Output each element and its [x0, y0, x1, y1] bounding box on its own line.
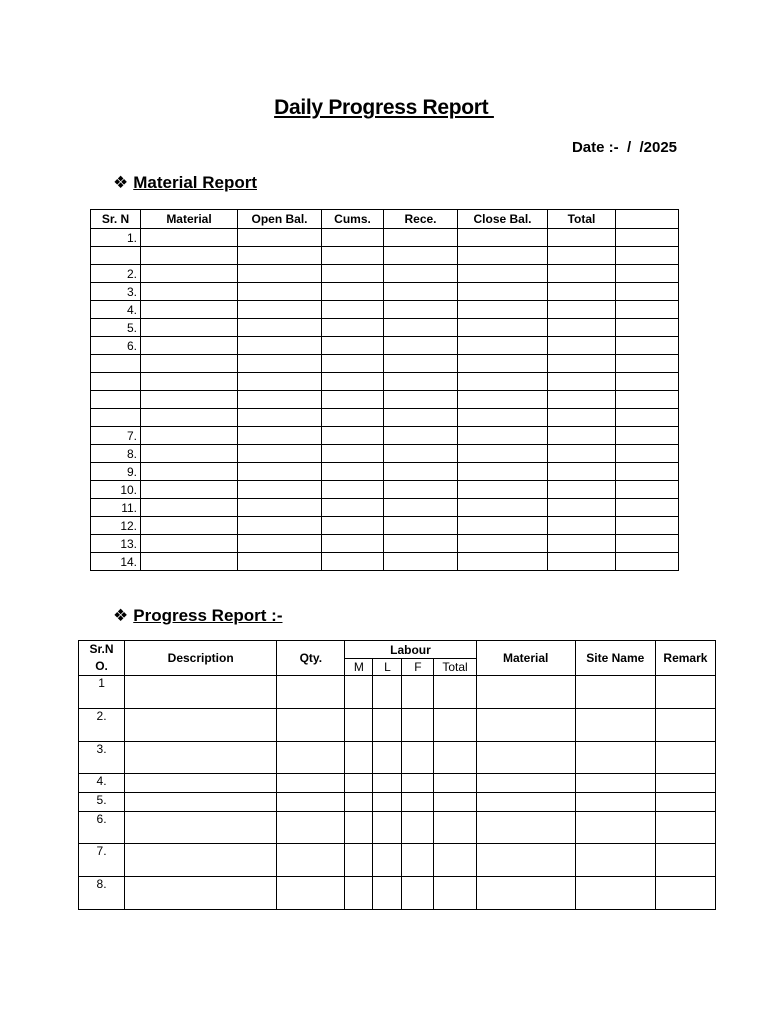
table-cell[interactable]: [141, 427, 238, 445]
table-cell[interactable]: [616, 409, 679, 427]
table-cell[interactable]: [384, 535, 458, 553]
table-cell[interactable]: [345, 676, 373, 709]
progress-report-table: [78, 640, 716, 910]
table-cell[interactable]: [277, 844, 345, 877]
table-cell[interactable]: [373, 774, 402, 793]
sr-no-cell: 6.: [91, 337, 141, 355]
table-cell[interactable]: [458, 373, 548, 391]
sr-no-cell: 2.: [91, 265, 141, 283]
table-cell[interactable]: [476, 742, 575, 774]
table-cell[interactable]: [238, 445, 322, 463]
sr-no-cell: [91, 409, 141, 427]
table-cell[interactable]: [322, 301, 384, 319]
table-cell[interactable]: [373, 676, 402, 709]
table-cell[interactable]: [384, 391, 458, 409]
table-cell[interactable]: [575, 877, 655, 910]
column-header-material: Material: [476, 641, 575, 676]
date-label: Date :- / /2025: [571, 139, 677, 156]
table-cell[interactable]: [238, 535, 322, 553]
table-row: [91, 409, 679, 427]
table-cell[interactable]: [458, 391, 548, 409]
table-cell[interactable]: [384, 445, 458, 463]
table-cell[interactable]: [458, 463, 548, 481]
table-cell[interactable]: [616, 517, 679, 535]
table-cell[interactable]: [616, 391, 679, 409]
table-cell[interactable]: [322, 247, 384, 265]
table-cell[interactable]: [345, 793, 373, 812]
sr-no-cell: 5.: [91, 319, 141, 337]
table-cell[interactable]: [384, 337, 458, 355]
table-cell[interactable]: [322, 427, 384, 445]
table-cell[interactable]: [277, 709, 345, 742]
table-cell[interactable]: [238, 409, 322, 427]
table-cell[interactable]: [345, 877, 373, 910]
table-cell[interactable]: [548, 481, 616, 499]
table-cell[interactable]: [238, 265, 322, 283]
table-row: [91, 535, 679, 553]
table-cell[interactable]: [655, 877, 715, 910]
progress-table-body: [79, 676, 716, 910]
table-cell[interactable]: [277, 742, 345, 774]
table-row: [79, 877, 716, 910]
table-cell[interactable]: [322, 337, 384, 355]
table-cell[interactable]: [141, 283, 238, 301]
table-cell[interactable]: [548, 463, 616, 481]
table-cell[interactable]: [548, 535, 616, 553]
column-header-cums: Cums.: [322, 210, 384, 229]
table-cell[interactable]: [575, 793, 655, 812]
table-row: [91, 517, 679, 535]
table-cell[interactable]: [548, 247, 616, 265]
table-cell[interactable]: [548, 391, 616, 409]
sr-no-cell: [91, 391, 141, 409]
table-cell[interactable]: [616, 445, 679, 463]
table-cell[interactable]: [238, 499, 322, 517]
table-cell[interactable]: [458, 481, 548, 499]
table-cell[interactable]: [373, 812, 402, 844]
column-header-labour-m: M: [345, 659, 373, 676]
table-cell[interactable]: [655, 709, 715, 742]
column-header-labour-total: Total: [434, 659, 476, 676]
table-cell[interactable]: [125, 676, 277, 709]
table-cell[interactable]: [458, 427, 548, 445]
table-cell[interactable]: [548, 229, 616, 247]
table-row: [79, 676, 716, 709]
table-cell[interactable]: [238, 229, 322, 247]
column-header-blank: [616, 210, 679, 229]
table-cell[interactable]: [402, 774, 434, 793]
table-cell[interactable]: [141, 463, 238, 481]
table-cell[interactable]: [322, 535, 384, 553]
table-cell[interactable]: [141, 319, 238, 337]
table-cell[interactable]: [616, 499, 679, 517]
table-cell[interactable]: [655, 676, 715, 709]
sr-no-cell: 8.: [79, 877, 125, 910]
table-cell[interactable]: [616, 301, 679, 319]
table-cell[interactable]: [402, 844, 434, 877]
column-header-open-bal: Open Bal.: [238, 210, 322, 229]
table-cell[interactable]: [384, 517, 458, 535]
table-cell[interactable]: [616, 355, 679, 373]
progress-report-title: Progress Report :-: [133, 606, 283, 625]
sr-no-cell: 1.: [91, 229, 141, 247]
page-title: Daily Progress Report: [274, 96, 494, 119]
table-cell[interactable]: [655, 844, 715, 877]
table-cell[interactable]: [141, 247, 238, 265]
table-row: [79, 812, 716, 844]
column-header-labour: Labour: [345, 641, 476, 659]
table-cell[interactable]: [458, 535, 548, 553]
table-cell[interactable]: [616, 373, 679, 391]
table-cell[interactable]: [125, 709, 277, 742]
table-cell[interactable]: [402, 793, 434, 812]
table-cell[interactable]: [384, 481, 458, 499]
table-cell[interactable]: [322, 553, 384, 571]
table-cell[interactable]: [548, 499, 616, 517]
table-cell[interactable]: [434, 793, 476, 812]
column-header-sr-no: Sr. N: [91, 210, 141, 229]
table-cell[interactable]: [384, 319, 458, 337]
table-cell[interactable]: [384, 427, 458, 445]
table-row: [91, 427, 679, 445]
table-cell[interactable]: [238, 391, 322, 409]
sr-no-cell: 12.: [91, 517, 141, 535]
table-cell[interactable]: [277, 812, 345, 844]
column-header-site-name: Site Name: [575, 641, 655, 676]
sr-no-cell: [91, 247, 141, 265]
table-row: [79, 793, 716, 812]
table-cell[interactable]: [384, 247, 458, 265]
table-cell[interactable]: [616, 463, 679, 481]
table-cell[interactable]: [322, 409, 384, 427]
table-cell[interactable]: [345, 844, 373, 877]
sr-no-cell: 8.: [91, 445, 141, 463]
table-cell[interactable]: [277, 793, 345, 812]
table-cell[interactable]: [125, 877, 277, 910]
table-cell[interactable]: [575, 844, 655, 877]
table-cell[interactable]: [125, 793, 277, 812]
table-cell[interactable]: [548, 427, 616, 445]
table-cell[interactable]: [125, 844, 277, 877]
table-cell[interactable]: [238, 319, 322, 337]
table-cell[interactable]: [458, 247, 548, 265]
table-cell[interactable]: [238, 355, 322, 373]
table-cell[interactable]: [141, 535, 238, 553]
table-cell[interactable]: [434, 812, 476, 844]
table-cell[interactable]: [548, 265, 616, 283]
table-cell[interactable]: [548, 355, 616, 373]
column-header-material: Material: [141, 210, 238, 229]
table-cell[interactable]: [616, 337, 679, 355]
table-cell[interactable]: [141, 391, 238, 409]
table-cell[interactable]: [345, 742, 373, 774]
table-cell[interactable]: [616, 229, 679, 247]
sr-no-cell: 3.: [79, 742, 125, 774]
table-row: [91, 499, 679, 517]
table-row: [91, 319, 679, 337]
table-cell[interactable]: [458, 445, 548, 463]
table-cell[interactable]: [141, 481, 238, 499]
table-cell[interactable]: [476, 709, 575, 742]
table-cell[interactable]: [434, 676, 476, 709]
table-cell[interactable]: [655, 812, 715, 844]
table-cell[interactable]: [322, 229, 384, 247]
table-cell[interactable]: [373, 742, 402, 774]
table-cell[interactable]: [458, 229, 548, 247]
table-cell[interactable]: [548, 373, 616, 391]
table-cell[interactable]: [655, 774, 715, 793]
table-cell[interactable]: [548, 517, 616, 535]
table-cell[interactable]: [434, 709, 476, 742]
table-cell[interactable]: [141, 517, 238, 535]
column-header-remark: Remark: [655, 641, 715, 676]
table-cell[interactable]: [277, 877, 345, 910]
table-cell[interactable]: [141, 373, 238, 391]
table-cell[interactable]: [458, 409, 548, 427]
sr-no-cell: [91, 355, 141, 373]
table-cell[interactable]: [238, 337, 322, 355]
diamond-bullet-icon: ❖: [113, 606, 129, 626]
table-row: [91, 265, 679, 283]
table-cell[interactable]: [458, 517, 548, 535]
sr-no-cell: 2.: [79, 709, 125, 742]
table-cell[interactable]: [402, 877, 434, 910]
column-header-close-bal: Close Bal.: [458, 210, 548, 229]
table-row: [91, 337, 679, 355]
table-cell[interactable]: [345, 812, 373, 844]
sr-no-cell: 4.: [91, 301, 141, 319]
table-cell[interactable]: [141, 445, 238, 463]
table-cell[interactable]: [402, 676, 434, 709]
table-cell[interactable]: [322, 391, 384, 409]
table-row: [91, 355, 679, 373]
table-cell[interactable]: [238, 553, 322, 571]
table-cell[interactable]: [575, 709, 655, 742]
table-row: [91, 301, 679, 319]
table-cell[interactable]: [238, 373, 322, 391]
table-cell[interactable]: [322, 499, 384, 517]
sr-no-cell: 13.: [91, 535, 141, 553]
table-cell[interactable]: [384, 229, 458, 247]
table-cell[interactable]: [402, 709, 434, 742]
column-header-description: Description: [125, 641, 277, 676]
table-row: [91, 481, 679, 499]
progress-table-header-row: [79, 641, 716, 659]
sr-no-cell: 1: [79, 676, 125, 709]
table-cell[interactable]: [373, 709, 402, 742]
table-cell[interactable]: [458, 283, 548, 301]
table-cell[interactable]: [141, 355, 238, 373]
table-cell[interactable]: [548, 283, 616, 301]
table-row: [91, 373, 679, 391]
table-cell[interactable]: [616, 247, 679, 265]
table-cell[interactable]: [141, 337, 238, 355]
table-cell[interactable]: [277, 774, 345, 793]
table-cell[interactable]: [476, 812, 575, 844]
table-cell[interactable]: [384, 463, 458, 481]
table-cell[interactable]: [458, 499, 548, 517]
table-row: [79, 742, 716, 774]
table-cell[interactable]: [476, 774, 575, 793]
table-cell[interactable]: [322, 463, 384, 481]
column-header-labour-l: L: [373, 659, 402, 676]
table-cell[interactable]: [575, 676, 655, 709]
table-cell[interactable]: [616, 283, 679, 301]
table-cell[interactable]: [125, 774, 277, 793]
table-cell[interactable]: [322, 319, 384, 337]
sr-no-cell: 7.: [79, 844, 125, 877]
table-cell[interactable]: [434, 877, 476, 910]
table-cell[interactable]: [384, 409, 458, 427]
table-cell[interactable]: [548, 445, 616, 463]
table-cell[interactable]: [384, 499, 458, 517]
table-cell[interactable]: [141, 301, 238, 319]
table-cell[interactable]: [476, 844, 575, 877]
diamond-bullet-icon: ❖: [113, 173, 129, 193]
table-cell[interactable]: [384, 265, 458, 283]
sr-no-cell: 10.: [91, 481, 141, 499]
table-cell[interactable]: [616, 427, 679, 445]
table-cell[interactable]: [575, 742, 655, 774]
table-cell[interactable]: [141, 265, 238, 283]
table-cell[interactable]: [345, 709, 373, 742]
table-row: [91, 553, 679, 571]
table-cell[interactable]: [322, 265, 384, 283]
table-cell[interactable]: [345, 774, 373, 793]
table-cell[interactable]: [238, 427, 322, 445]
table-cell[interactable]: [402, 742, 434, 774]
table-cell[interactable]: [322, 481, 384, 499]
progress-report-heading: [113, 606, 283, 626]
sr-no-cell: [91, 373, 141, 391]
table-cell[interactable]: [141, 499, 238, 517]
sr-no-cell: 4.: [79, 774, 125, 793]
table-cell[interactable]: [434, 844, 476, 877]
material-report-title: Material Report: [133, 173, 257, 192]
table-cell[interactable]: [458, 553, 548, 571]
sr-no-cell: 3.: [91, 283, 141, 301]
table-cell[interactable]: [458, 301, 548, 319]
table-cell[interactable]: [476, 676, 575, 709]
table-row: [91, 463, 679, 481]
column-header-rece: Rece.: [384, 210, 458, 229]
table-cell[interactable]: [322, 445, 384, 463]
sr-no-cell: 5.: [79, 793, 125, 812]
sr-no-cell: 11.: [91, 499, 141, 517]
sr-no-cell: 9.: [91, 463, 141, 481]
table-cell[interactable]: [476, 877, 575, 910]
table-cell[interactable]: [384, 355, 458, 373]
table-cell[interactable]: [141, 229, 238, 247]
column-header-sr-no: Sr.N O.: [79, 641, 125, 676]
table-cell[interactable]: [125, 812, 277, 844]
table-cell[interactable]: [238, 247, 322, 265]
material-report-heading: [113, 173, 257, 193]
table-cell[interactable]: [125, 742, 277, 774]
table-cell[interactable]: [548, 301, 616, 319]
sr-no-cell: 6.: [79, 812, 125, 844]
sr-no-cell: 14.: [91, 553, 141, 571]
table-cell[interactable]: [458, 355, 548, 373]
table-cell[interactable]: [655, 793, 715, 812]
table-cell[interactable]: [458, 319, 548, 337]
table-cell[interactable]: [616, 319, 679, 337]
table-cell[interactable]: [458, 265, 548, 283]
table-cell[interactable]: [238, 463, 322, 481]
table-cell[interactable]: [402, 812, 434, 844]
table-cell[interactable]: [458, 337, 548, 355]
table-cell[interactable]: [141, 553, 238, 571]
table-cell[interactable]: [238, 517, 322, 535]
table-cell[interactable]: [373, 793, 402, 812]
table-cell[interactable]: [616, 535, 679, 553]
table-cell[interactable]: [238, 301, 322, 319]
material-table-body: [91, 229, 679, 571]
sr-no-cell: 7.: [91, 427, 141, 445]
table-cell[interactable]: [434, 742, 476, 774]
table-cell[interactable]: [616, 481, 679, 499]
table-cell[interactable]: [373, 877, 402, 910]
table-cell[interactable]: [238, 283, 322, 301]
table-row: [91, 283, 679, 301]
column-header-labour-f: F: [402, 659, 434, 676]
table-cell[interactable]: [476, 793, 575, 812]
table-cell[interactable]: [322, 517, 384, 535]
table-cell[interactable]: [322, 373, 384, 391]
table-row: [79, 844, 716, 877]
material-table-header-row: [91, 210, 679, 229]
table-cell[interactable]: [322, 355, 384, 373]
column-header-total: Total: [548, 210, 616, 229]
table-row: [79, 774, 716, 793]
table-row: [91, 391, 679, 409]
table-cell[interactable]: [575, 774, 655, 793]
table-row: [79, 709, 716, 742]
table-cell[interactable]: [373, 844, 402, 877]
table-cell[interactable]: [548, 337, 616, 355]
table-cell[interactable]: [434, 774, 476, 793]
table-cell[interactable]: [548, 319, 616, 337]
table-cell[interactable]: [655, 742, 715, 774]
table-row: [91, 445, 679, 463]
table-cell[interactable]: [384, 373, 458, 391]
table-cell[interactable]: [548, 553, 616, 571]
material-report-table: [90, 209, 679, 571]
table-cell[interactable]: [616, 553, 679, 571]
table-cell[interactable]: [548, 409, 616, 427]
table-cell[interactable]: [384, 553, 458, 571]
table-cell[interactable]: [616, 265, 679, 283]
table-cell[interactable]: [384, 283, 458, 301]
table-cell[interactable]: [141, 409, 238, 427]
column-header-qty: Qty.: [277, 641, 345, 676]
table-cell[interactable]: [238, 481, 322, 499]
table-cell[interactable]: [384, 301, 458, 319]
table-cell[interactable]: [575, 812, 655, 844]
table-cell[interactable]: [322, 283, 384, 301]
table-row: [91, 247, 679, 265]
table-cell[interactable]: [277, 676, 345, 709]
table-row: [91, 229, 679, 247]
